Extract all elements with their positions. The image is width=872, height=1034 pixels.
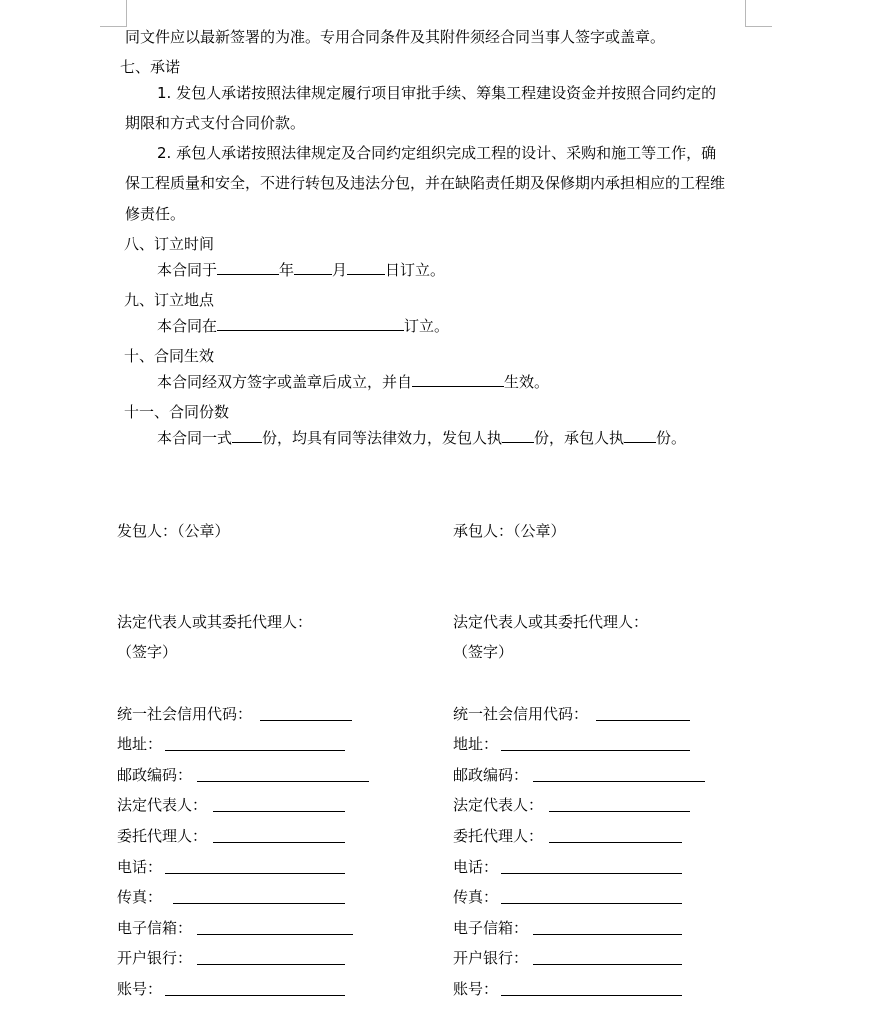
employer-fax-blank[interactable] [173, 890, 345, 904]
employer-agent-blank[interactable] [213, 829, 345, 843]
employer-address-field: 地址： [117, 734, 367, 754]
blank-copies-contractor[interactable] [624, 427, 656, 443]
section-heading-11: 十一、合同份数 [124, 403, 230, 421]
employer-credit-code-field: 统一社会信用代码： [117, 704, 367, 724]
employer-signature-label: （签字） [117, 643, 178, 661]
margin-mark-top-left [100, 0, 127, 27]
contractor-bank-field: 开户银行： [453, 948, 703, 968]
text-line: 修责任。 [125, 205, 186, 223]
contractor-phone-blank[interactable] [501, 860, 682, 874]
blank-year[interactable] [217, 259, 279, 275]
text-line: 保工程质量和安全，不进行转包及违法分包，并在缺陷责任期及保修期内承担相应的工程维 [125, 174, 726, 192]
contractor-agent-field: 委托代理人： [453, 826, 703, 846]
employer-seal-label: 发包人：（公章） [117, 522, 230, 540]
employer-bank-blank[interactable] [197, 951, 345, 965]
blank-place[interactable] [217, 315, 404, 331]
text-line: 1. 发包人承诺按照法律规定履行项目审批手续、筹集工程建设资金并按照合同约定的 [157, 84, 717, 102]
contractor-postal-field: 邮政编码： [453, 765, 713, 785]
text-line: 期限和方式支付合同价款。 [125, 114, 306, 132]
employer-postal-blank[interactable] [197, 768, 369, 782]
contractor-legal-rep-blank[interactable] [549, 798, 690, 812]
contractor-seal-label: 承包人：（公章） [453, 522, 566, 540]
text-line: 同文件应以最新签署的为准。专用合同条件及其附件须经合同当事人签字或盖章。 [125, 28, 666, 46]
contractor-bank-blank[interactable] [533, 951, 682, 965]
employer-postal-field: 邮政编码： [117, 765, 377, 785]
contractor-account-field: 账号： [453, 979, 703, 999]
blank-day[interactable] [347, 259, 385, 275]
employer-legal-rep-field: 法定代表人： [117, 795, 367, 815]
contractor-credit-code-blank[interactable] [596, 707, 690, 721]
contractor-agent-blank[interactable] [549, 829, 682, 843]
employer-bank-field: 开户银行： [117, 948, 367, 968]
employer-account-blank[interactable] [165, 982, 345, 996]
employer-email-field: 电子信箱： [117, 918, 367, 938]
contractor-address-field: 地址： [453, 734, 703, 754]
contractor-email-field: 电子信箱： [453, 918, 703, 938]
text-line: 2. 承包人承诺按照法律规定及合同约定组织完成工程的设计、采购和施工等工作，确 [157, 144, 717, 162]
copies-line: 本合同一式 份，均具有同等法律效力，发包人执 份，承包人执 份。 [157, 429, 687, 447]
employer-legal-rep-blank[interactable] [213, 798, 345, 812]
contractor-legal-rep-field: 法定代表人： [453, 795, 703, 815]
contractor-address-blank[interactable] [501, 737, 690, 751]
contractor-fax-blank[interactable] [501, 890, 682, 904]
employer-phone-blank[interactable] [165, 860, 345, 874]
signing-place-line: 本合同在 订立。 [157, 317, 450, 335]
section-heading-7: 七、承诺 [120, 58, 181, 76]
employer-agent-field: 委托代理人： [117, 826, 367, 846]
employer-fax-field: 传真： [117, 887, 367, 907]
employer-credit-code-blank[interactable] [260, 707, 352, 721]
section-heading-10: 十、合同生效 [124, 347, 215, 365]
blank-copies-total[interactable] [232, 427, 262, 443]
contractor-signature-label: （签字） [453, 643, 514, 661]
contractor-fax-field: 传真： [453, 887, 703, 907]
effective-line: 本合同经双方签字或盖章后成立，并自 生效。 [157, 373, 550, 391]
contractor-credit-code-field: 统一社会信用代码： [453, 704, 703, 724]
signing-date-line: 本合同于 年 月 日订立。 [157, 261, 446, 279]
contractor-rep-label: 法定代表人或其委托代理人： [453, 613, 649, 631]
blank-copies-employer[interactable] [502, 427, 534, 443]
contractor-email-blank[interactable] [533, 921, 682, 935]
blank-effective-date[interactable] [412, 371, 504, 387]
contractor-account-blank[interactable] [501, 982, 682, 996]
employer-rep-label: 法定代表人或其委托代理人： [117, 613, 313, 631]
contractor-postal-blank[interactable] [533, 768, 705, 782]
blank-month[interactable] [294, 259, 332, 275]
section-heading-8: 八、订立时间 [124, 235, 215, 253]
employer-email-blank[interactable] [197, 921, 353, 935]
employer-address-blank[interactable] [165, 737, 345, 751]
margin-mark-top-right [745, 0, 772, 27]
section-heading-9: 九、订立地点 [124, 291, 215, 309]
employer-phone-field: 电话： [117, 857, 367, 877]
employer-account-field: 账号： [117, 979, 367, 999]
contractor-phone-field: 电话： [453, 857, 703, 877]
